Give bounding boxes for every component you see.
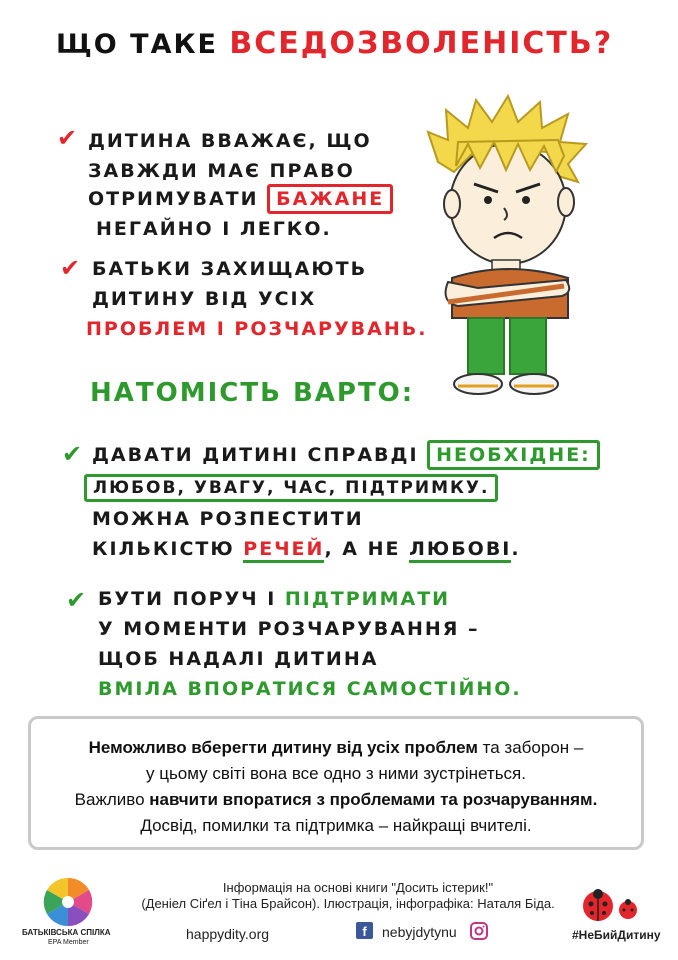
boxed-word-necessary: НЕОБХІДНЕ:: [427, 440, 600, 470]
boxed-phrase-love: ЛЮБОВ, УВАГУ, ЧАС, ПІДТРИМКУ.: [84, 474, 498, 502]
red-check-icon: ✔: [60, 254, 81, 282]
word-support: ПІДТРИМАТИ: [284, 588, 451, 610]
text-line: НЕГАЙНО І ЛЕГКО.: [96, 218, 332, 240]
notice-line: Досвід, помилки та підтримка – найкращі вчителі.: [140, 816, 532, 835]
text-line: КІЛЬКІСТЮ РЕЧЕЙ, А НЕ ЛЮБОВІ.: [92, 538, 521, 560]
text-line: ДИТИНА ВВАЖАЄ, ЩО: [88, 130, 372, 152]
text-line: ДАВАТИ ДИТИНІ СПРАВДІ НЕОБХІДНЕ:: [92, 444, 600, 466]
text-line: [84, 478, 498, 498]
angry-boy-illustration: [418, 92, 594, 402]
notice-line: Неможливо вберегти дитину від усіх проблем та заборон –: [88, 738, 584, 757]
word-love: ЛЮБОВІ: [409, 538, 511, 563]
title-prefix: ЩО ТАКЕ: [56, 29, 218, 60]
text-line: ЗАВЖДИ МАЄ ПРАВО: [88, 160, 355, 182]
source-line: (Деніел Сіґел і Тіна Брайсон). Ілюстрація, інфографіка: Наталя Біда.: [141, 896, 555, 911]
facebook-icon[interactable]: f: [356, 922, 373, 939]
social-handle[interactable]: nebyjdytynu: [382, 924, 457, 940]
text-line: МОЖНА РОЗПЕСТИТИ: [92, 508, 364, 530]
section-heading: НАТОМІСТЬ ВАРТО:: [90, 378, 415, 408]
notice-box: [28, 716, 644, 850]
red-check-icon: ✔: [57, 124, 78, 152]
ladybug-icon: [578, 888, 644, 924]
hashtag: #НеБийДитину: [572, 928, 661, 942]
word-things: РЕЧЕЙ: [243, 538, 324, 563]
instagram-icon[interactable]: [470, 922, 488, 940]
notice-line: Важливо навчити впоратися з проблемами та розчаруванням.: [74, 790, 598, 809]
logo-sub: EPA Member: [48, 939, 89, 946]
text-line-red: ПРОБЛЕМ І РОЗЧАРУВАНЬ.: [86, 318, 428, 340]
title-highlight: ВСЕДОЗВОЛЕНІСТЬ?: [229, 26, 614, 61]
text-line: ОТРИМУВАТИ БАЖАНЕ: [88, 188, 393, 210]
boxed-word-desired: БАЖАНЕ: [267, 184, 393, 214]
notice-line: у цьому світі вона все одно з ними зустрінеться.: [145, 764, 526, 783]
green-check-icon: ✔: [62, 440, 83, 468]
text-line: ЩОБ НАДАЛІ ДИТИНА: [98, 648, 379, 670]
text-line: БАТЬКИ ЗАХИЩАЮТЬ: [92, 258, 368, 280]
parents-union-logo: [42, 876, 94, 928]
logo-name: БАТЬКІВСЬКА СПІЛКА: [22, 928, 111, 937]
page-title: [56, 26, 613, 61]
text-line: БУТИ ПОРУЧ І ПІДТРИМАТИ: [98, 588, 451, 610]
source-line: Інформація на основі книги "Досить істерик!": [222, 880, 494, 895]
text-line-green: ВМІЛА ВПОРАТИСЯ САМОСТІЙНО.: [98, 678, 522, 700]
text-line: У МОМЕНТИ РОЗЧАРУВАННЯ –: [98, 618, 480, 640]
green-check-icon: ✔: [66, 586, 87, 614]
website-link[interactable]: happydity.org: [186, 926, 270, 942]
text-line: ДИТИНУ ВІД УСІХ: [92, 288, 317, 310]
